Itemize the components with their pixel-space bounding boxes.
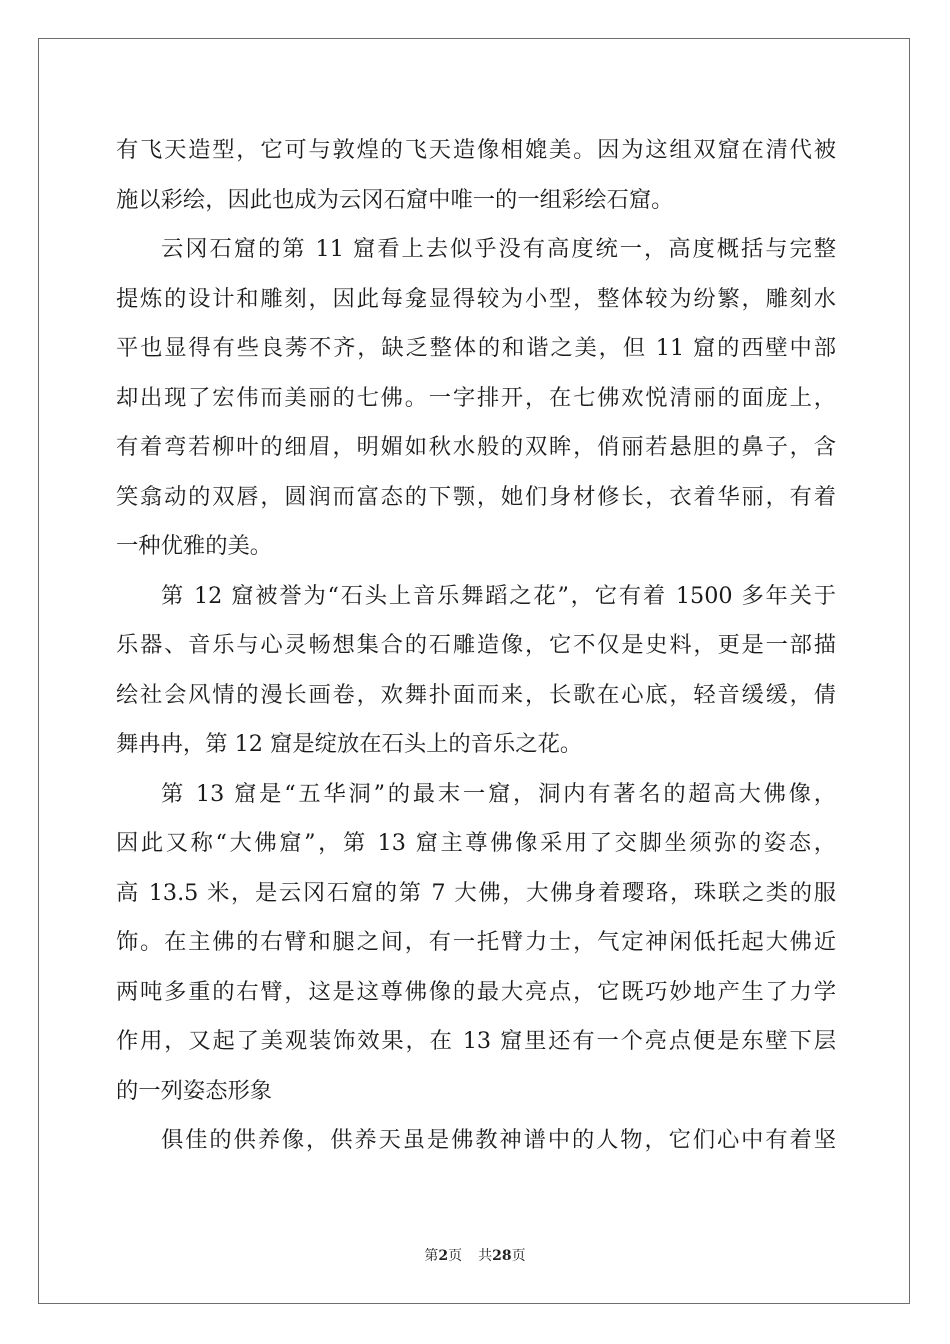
text-line: 饰。在主佛的右臂和腿之间，有一托臂力士，气定神闲低托起大佛近 <box>116 929 836 955</box>
text-line: 舞冉冉，第 12 窟是绽放在石头上的音乐之花。 <box>116 731 583 757</box>
text-line: 却出现了宏伟而美丽的七佛。一字排开，在七佛欢悦清丽的面庞上， <box>116 384 836 411</box>
page-prefix: 第 <box>424 1248 439 1264</box>
text-line: 的一列姿态形象 <box>116 1077 273 1104</box>
text-line: 施以彩绘，因此也成为云冈石窟中唯一的一组彩绘石窟。 <box>116 186 674 213</box>
text-line: 第 13 窟是“五华洞”的最末一窟，洞内有著名的超高大佛像， <box>161 780 836 807</box>
text-line: 作用，又起了美观装饰效果，在 13 窟里还有一个亮点便是东壁下层 <box>116 1028 836 1054</box>
document-body <box>116 126 836 1166</box>
text-line: 一种优雅的美。 <box>116 533 273 559</box>
text-line: 俱佳的供养像，供养天虽是佛教神谱中的人物，它们心中有着坚 <box>161 1127 836 1153</box>
text-line: 乐器、音乐与心灵畅想集合的石雕造像，它不仅是史料，更是一部描 <box>116 632 836 658</box>
text-line: 两吨多重的右臂，这是这尊佛像的最大亮点，它既巧妙地产生了力学 <box>116 978 836 1005</box>
text-line: 绘社会风情的漫长画卷，欢舞扑面而来，长歌在心底，轻音缓缓，倩 <box>116 681 836 708</box>
text-line: 因此又称“大佛窟”，第 13 窟主尊佛像采用了交脚坐须弥的姿态， <box>116 830 836 856</box>
page-footer <box>0 1246 950 1266</box>
text-line: 提炼的设计和雕刻，因此每龛显得较为小型，整体较为纷繁，雕刻水 <box>116 285 836 312</box>
text-line: 第 12 窟被誉为“石头上音乐舞蹈之花”，它有着 1500 多年关于 <box>161 582 836 609</box>
text-line: 云冈石窟的第 11 窟看上去似乎没有高度统一，高度概括与完整 <box>161 236 836 262</box>
total-pages: 28 <box>492 1248 512 1264</box>
text-line: 笑翕动的双唇，圆润而富态的下颚，她们身材修长，衣着华丽，有着 <box>116 483 836 510</box>
total-suffix: 页 <box>511 1248 526 1264</box>
text-line: 平也显得有些良莠不齐，缺乏整体的和谐之美，但 11 窟的西壁中部 <box>116 335 836 361</box>
page-number: 2 <box>438 1248 449 1264</box>
page-suffix: 页 <box>448 1248 463 1264</box>
text-line: 有飞天造型，它可与敦煌的飞天造像相媲美。因为这组双窟在清代被 <box>116 137 836 163</box>
text-line: 有着弯若柳叶的细眉，明媚如秋水般的双眸，俏丽若悬胆的鼻子，含 <box>116 434 836 460</box>
text-line: 高 13.5 米，是云冈石窟的第 7 大佛，大佛身着璎珞，珠联之类的服 <box>116 879 836 906</box>
total-prefix: 共 <box>478 1248 493 1264</box>
